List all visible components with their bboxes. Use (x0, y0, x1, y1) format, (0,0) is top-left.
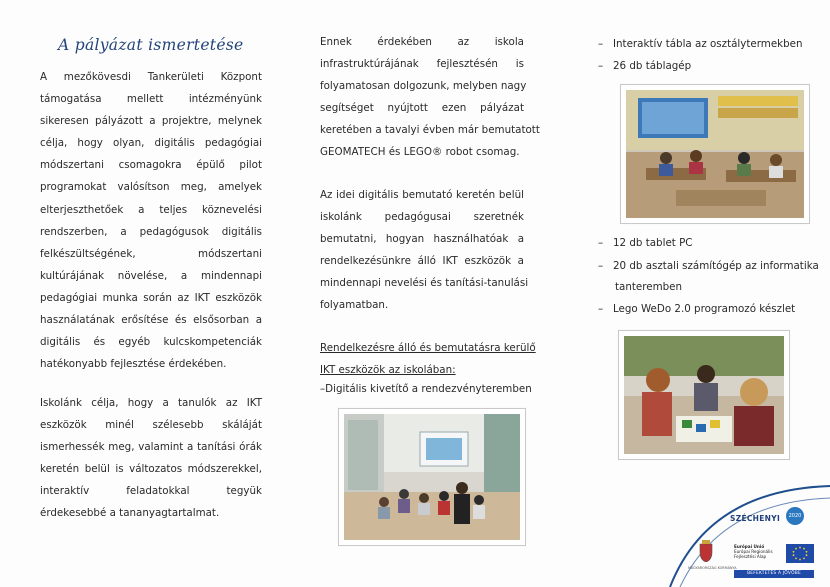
dash: – (598, 60, 604, 72)
text-line: keretében a tavalyi évben már bemutatott (320, 124, 540, 137)
text-line: Rendelkezésre álló és bemutatásra kerülő (320, 342, 536, 354)
text-line: rendszerben, a pedagógusok digitális (40, 225, 262, 238)
text-line: hatékonyabb fejlesztése érdekében. (40, 358, 227, 371)
text-line: folyamatban. (320, 299, 389, 312)
eu-line-3: Fejlesztési Alap (734, 554, 767, 560)
eu-text-block (734, 544, 773, 560)
photo-lego-kids (618, 330, 790, 460)
bullet-continuation: tanteremben (615, 281, 683, 293)
text-line: Az idei digitális bemutató keretén belül (320, 189, 524, 201)
bullet-text: 12 db tablet PC (612, 237, 693, 249)
dash: – (598, 38, 604, 50)
text-line: programokat valósítson meg, amelyek (40, 181, 262, 194)
bullet-desktop-computers (598, 255, 819, 277)
text-line: Ennek érdekében az iskola (320, 36, 524, 48)
text-line: pedagógiai munka során az IKT eszközök (40, 291, 262, 304)
text-line: iskolánk pedagógusai szeretnék (320, 211, 524, 224)
government-label: MAGYARORSZÁG KORMÁNYA (688, 566, 737, 570)
bullet-tablet-pc (598, 232, 693, 254)
text-line: kultúrájának növelése, a mindennapi (40, 269, 262, 282)
column-middle (320, 0, 540, 587)
text-line: A mezőkövesdi Tankerületi Központ (40, 71, 262, 83)
text-line: elterjeszthetőek a teljes köznevelési (40, 203, 262, 216)
text-line: GEOMATECH és LEGO® robot csomag. (320, 146, 520, 159)
dash: – (598, 237, 604, 249)
text-line: használatának erősítése és elsősorban a (40, 314, 262, 327)
eu-line-1: Európai Unió (734, 544, 765, 549)
text-line: Iskolánk célja, hogy a tanulók az IKT (40, 397, 262, 409)
bullet-projector: –Digitális kivetítő a rendezvényteremben (320, 383, 532, 395)
invest-future-banner: BEFEKTETÉS A JÖVŐBE (734, 570, 814, 578)
text-line: ismerhessék meg, valamint a tanítási órák (40, 441, 262, 454)
text-line: IKT eszközök az iskolában: (320, 364, 456, 377)
text-line: felkészültségének, módszertani (40, 247, 262, 260)
ict-subheading (320, 337, 536, 381)
text-line: rendelkezésünkre álló IKT eszközök a (320, 255, 524, 268)
goal-paragraph (40, 392, 262, 525)
bullet-text: 20 db asztali számítógép az informatika (612, 260, 819, 272)
szechenyi-2020-badge: 2020 (786, 507, 804, 525)
intro-paragraph (40, 66, 262, 375)
text-line: interaktív feladatokkal tegyük (40, 485, 262, 498)
text-line: módszertani csomagokra épülő pilot (40, 159, 262, 172)
text-line: mindennapi nevelési és tanítási-tanulási (320, 277, 529, 290)
photo-classroom (620, 84, 810, 224)
text-line: infrastruktúrájának fejlesztésén is (320, 58, 524, 71)
column-left (40, 0, 262, 587)
dash: – (598, 303, 604, 315)
bullet-interactive-board (598, 33, 803, 55)
eu-line-2: Európai Regionális (734, 549, 773, 555)
text-line: digitális és egyéb kulcskompetenciák (40, 336, 262, 349)
funding-logos (668, 480, 830, 587)
photo-projector-room (338, 408, 526, 546)
bullet-tablets-26 (598, 55, 691, 77)
text-line: bemutatni, hogyan használhatóak a (320, 233, 524, 246)
text-line: támogatása mellett intézményünk (40, 93, 262, 106)
text-line: sikeresen pályázott a projektre, melynek (40, 115, 262, 128)
bullet-text: Interaktív tábla az osztálytermekben (612, 38, 803, 50)
infrastructure-paragraph (320, 31, 540, 164)
bullet-lego-wedo (598, 298, 795, 320)
bullet-text: Lego WeDo 2.0 programozó készlet (612, 303, 796, 315)
text-line: célja, hogy olyan, digitális pedagógiai (40, 137, 262, 150)
bullet-text: 26 db táblagép (612, 60, 692, 72)
szechenyi-label: SZÉCHENYI (730, 514, 781, 523)
demo-paragraph (320, 184, 529, 317)
text-line: keretén belül is változatos módszerekkel, (40, 463, 262, 476)
section-title: A pályázat ismertetése (58, 36, 244, 54)
coat-of-arms-icon (698, 540, 714, 562)
text-line: folyamatosan dolgozunk, melyben nagy (320, 80, 527, 93)
text-line: eszközök minél szélesebb skáláját (40, 419, 262, 432)
dash: – (598, 260, 604, 272)
text-line: segítséget nyújtott ezen pályázat (320, 102, 524, 115)
text-line: érdekesebbé a tananyagtartalmat. (40, 507, 220, 520)
eu-flag-icon (786, 544, 814, 563)
